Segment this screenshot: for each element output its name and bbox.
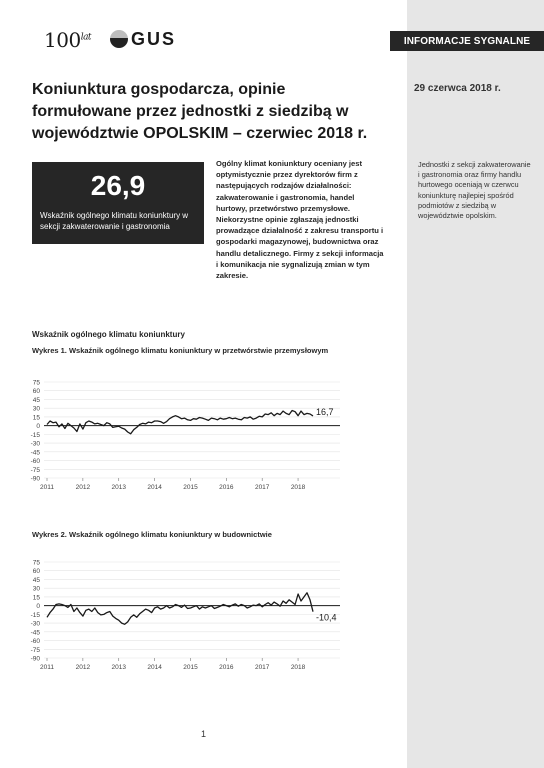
section-title: Wskaźnik ogólnego klimatu koniunktury xyxy=(32,330,185,339)
y-tick-label: 0 xyxy=(36,603,40,611)
lead-text: Ogólny klimat koniunktury oceniany jest optymistycznie przez dyrektorów firm z następujących rodzajów działalności: zakwaterowanie i gastronomia, handel hurtowy, przetwórstwo przemysłowe. Niekorzystne opinie zgłaszają jednostki prowadzące działalność z zakresu transportu i gospodarki magazynowej, budownictwa oraz handlu detalicznego. Firmy z sekcji informacja i komunikacja nie sygnalizują zmian w tym zakresie. xyxy=(216,159,384,281)
y-tick-label: -75 xyxy=(30,646,40,654)
side-note: Jednostki z sekcji zakwaterowanie i gastronomia oraz firmy handlu hurtowego oceniają w czerwcu koniunkturę najlepiej spośród podmiotów z siedzibą w województwie opolskim. xyxy=(418,160,531,221)
x-tick-label: 2015 xyxy=(183,484,198,491)
y-tick-label: -75 xyxy=(30,466,40,474)
highlight-value: 26,9 xyxy=(90,170,146,201)
highlight-box xyxy=(32,162,204,244)
publication-date: 29 czerwca 2018 r. xyxy=(414,83,501,94)
y-tick-label: 0 xyxy=(36,423,40,431)
y-tick-label: -60 xyxy=(30,458,40,466)
x-tick-label: 2018 xyxy=(290,664,306,671)
highlight-caption: Wskaźnik ogólnego klimatu koniunktury w sekcji zakwaterowanie i gastronomia xyxy=(40,211,189,231)
chart-1 xyxy=(22,374,372,496)
logo-text-100: 100 xyxy=(44,28,81,52)
chart-1-title: Wykres 1. Wskaźnik ogólnego klimatu koniunktury w przetwórstwie przemysłowym xyxy=(32,346,329,355)
y-tick-label: -60 xyxy=(30,638,40,646)
y-tick-label: 15 xyxy=(32,414,40,422)
gus-logo-text: GUS xyxy=(131,29,177,49)
y-tick-label: -15 xyxy=(30,431,40,439)
y-tick-label: -30 xyxy=(30,440,40,448)
y-tick-label: 60 xyxy=(32,388,40,396)
x-tick-label: 2016 xyxy=(219,664,234,671)
x-tick-label: 2018 xyxy=(290,484,306,491)
x-tick-label: 2012 xyxy=(75,484,91,491)
y-tick-label: -90 xyxy=(30,475,40,483)
y-tick-label: -90 xyxy=(30,655,40,663)
x-tick-label: 2017 xyxy=(254,664,270,671)
x-tick-label: 2015 xyxy=(183,664,198,671)
sidebar-panel xyxy=(407,0,544,768)
y-tick-label: 45 xyxy=(32,576,40,584)
end-value-label: -10,4 xyxy=(316,612,337,623)
chart-2 xyxy=(22,554,372,676)
x-tick-label: 2011 xyxy=(40,664,54,671)
series-label: INFORMACJE SYGNALNE xyxy=(390,31,544,51)
page-number: 1 xyxy=(200,729,206,739)
page-title: Koniunktura gospodarcza, opinie formułowane przez jednostki z siedzibą w województwie OPOLSKIM – czerwiec 2018 r. xyxy=(32,81,368,142)
x-tick-label: 2014 xyxy=(147,664,162,671)
x-tick-label: 2016 xyxy=(219,484,234,491)
x-tick-label: 2013 xyxy=(111,484,126,491)
y-tick-label: 75 xyxy=(32,559,40,567)
y-tick-label: 15 xyxy=(32,594,40,602)
y-tick-label: -45 xyxy=(30,449,40,457)
y-tick-label: 45 xyxy=(32,396,40,404)
anniversary-logo xyxy=(44,28,91,52)
y-tick-label: -30 xyxy=(30,620,40,628)
x-tick-label: 2014 xyxy=(147,484,162,491)
y-tick-label: 30 xyxy=(32,585,40,593)
y-tick-label: 75 xyxy=(32,379,40,387)
series-line xyxy=(47,411,313,434)
chart-2-title: Wykres 2. Wskaźnik ogólnego klimatu koniunktury w budownictwie xyxy=(32,530,272,539)
y-tick-label: 60 xyxy=(32,568,40,576)
y-tick-label: 30 xyxy=(32,405,40,413)
series-line xyxy=(47,593,313,625)
y-tick-label: -45 xyxy=(30,629,40,637)
logo-text-lat: lat xyxy=(80,32,92,43)
y-tick-label: -15 xyxy=(30,611,40,619)
x-tick-label: 2013 xyxy=(111,664,126,671)
x-tick-label: 2012 xyxy=(75,664,91,671)
x-tick-label: 2017 xyxy=(254,484,270,491)
gus-logo-icon xyxy=(110,30,128,48)
x-tick-label: 2011 xyxy=(40,484,54,491)
end-value-label: 16,7 xyxy=(316,406,334,417)
